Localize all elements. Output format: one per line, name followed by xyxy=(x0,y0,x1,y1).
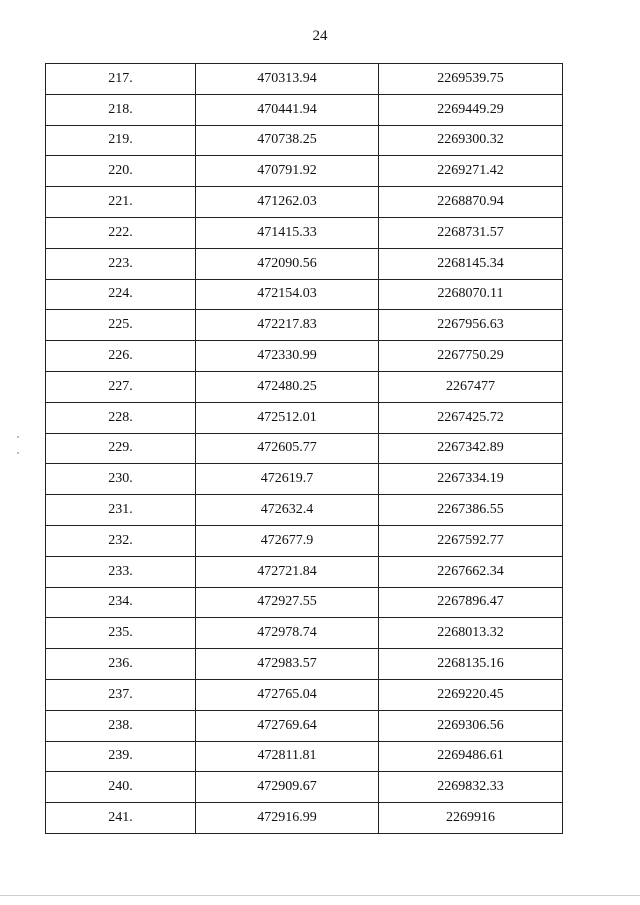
point-number-cell: 219. xyxy=(46,125,196,156)
y-coordinate-cell: 2267425.72 xyxy=(379,402,563,433)
page-number: 24 xyxy=(312,28,328,44)
y-coordinate-cell: 2269271.42 xyxy=(379,156,563,187)
point-number-cell: 237. xyxy=(46,679,196,710)
scan-edge-line xyxy=(0,895,640,896)
table-row xyxy=(46,156,563,187)
table-row xyxy=(46,556,563,587)
point-number-cell: 241. xyxy=(46,803,196,834)
scan-artifact-dot xyxy=(17,436,19,438)
y-coordinate-cell: 2267592.77 xyxy=(379,525,563,556)
table-row xyxy=(46,248,563,279)
x-coordinate-cell: 472927.55 xyxy=(196,587,379,618)
x-coordinate-cell: 472480.25 xyxy=(196,371,379,402)
y-coordinate-cell: 2267386.55 xyxy=(379,495,563,526)
x-coordinate-cell: 472619.7 xyxy=(196,464,379,495)
x-coordinate-cell: 472632.4 xyxy=(196,495,379,526)
point-number-cell: 232. xyxy=(46,525,196,556)
x-coordinate-cell: 472983.57 xyxy=(196,649,379,680)
point-number-cell: 229. xyxy=(46,433,196,464)
table-row xyxy=(46,587,563,618)
table-row xyxy=(46,371,563,402)
point-number-cell: 223. xyxy=(46,248,196,279)
table-row xyxy=(46,310,563,341)
y-coordinate-cell: 2268135.16 xyxy=(379,649,563,680)
x-coordinate-cell: 472916.99 xyxy=(196,803,379,834)
table-row xyxy=(46,187,563,218)
point-number-cell: 235. xyxy=(46,618,196,649)
y-coordinate-cell: 2267342.89 xyxy=(379,433,563,464)
scan-artifact-dot xyxy=(17,452,19,454)
y-coordinate-cell: 2268070.11 xyxy=(379,279,563,310)
table-row xyxy=(46,710,563,741)
point-number-cell: 217. xyxy=(46,64,196,95)
y-coordinate-cell: 2268013.32 xyxy=(379,618,563,649)
table-body xyxy=(46,64,563,834)
y-coordinate-cell: 2269832.33 xyxy=(379,772,563,803)
y-coordinate-cell: 2267334.19 xyxy=(379,464,563,495)
table-row xyxy=(46,94,563,125)
x-coordinate-cell: 470738.25 xyxy=(196,125,379,156)
y-coordinate-cell: 2269486.61 xyxy=(379,741,563,772)
x-coordinate-cell: 472769.64 xyxy=(196,710,379,741)
x-coordinate-cell: 470313.94 xyxy=(196,64,379,95)
table-row xyxy=(46,772,563,803)
point-number-cell: 234. xyxy=(46,587,196,618)
x-coordinate-cell: 472765.04 xyxy=(196,679,379,710)
table-row xyxy=(46,464,563,495)
table-row xyxy=(46,525,563,556)
y-coordinate-cell: 2268145.34 xyxy=(379,248,563,279)
table-row xyxy=(46,679,563,710)
y-coordinate-cell: 2267662.34 xyxy=(379,556,563,587)
table-row xyxy=(46,433,563,464)
y-coordinate-cell: 2269220.45 xyxy=(379,679,563,710)
y-coordinate-cell: 2268731.57 xyxy=(379,217,563,248)
point-number-cell: 221. xyxy=(46,187,196,218)
point-number-cell: 227. xyxy=(46,371,196,402)
table-row xyxy=(46,125,563,156)
y-coordinate-cell: 2267896.47 xyxy=(379,587,563,618)
x-coordinate-cell: 472154.03 xyxy=(196,279,379,310)
point-number-cell: 231. xyxy=(46,495,196,526)
point-number-cell: 236. xyxy=(46,649,196,680)
point-number-cell: 238. xyxy=(46,710,196,741)
point-number-cell: 230. xyxy=(46,464,196,495)
point-number-cell: 239. xyxy=(46,741,196,772)
point-number-cell: 226. xyxy=(46,341,196,372)
point-number-cell: 225. xyxy=(46,310,196,341)
point-number-cell: 222. xyxy=(46,217,196,248)
table-row xyxy=(46,341,563,372)
y-coordinate-cell: 2269300.32 xyxy=(379,125,563,156)
table-row xyxy=(46,618,563,649)
coordinates-table xyxy=(45,63,563,834)
x-coordinate-cell: 472330.99 xyxy=(196,341,379,372)
x-coordinate-cell: 471415.33 xyxy=(196,217,379,248)
y-coordinate-cell: 2268870.94 xyxy=(379,187,563,218)
table-row xyxy=(46,402,563,433)
x-coordinate-cell: 472217.83 xyxy=(196,310,379,341)
table-row xyxy=(46,803,563,834)
table-row xyxy=(46,649,563,680)
y-coordinate-cell: 2269306.56 xyxy=(379,710,563,741)
point-number-cell: 233. xyxy=(46,556,196,587)
y-coordinate-cell: 2267750.29 xyxy=(379,341,563,372)
x-coordinate-cell: 471262.03 xyxy=(196,187,379,218)
x-coordinate-cell: 472721.84 xyxy=(196,556,379,587)
point-number-cell: 218. xyxy=(46,94,196,125)
x-coordinate-cell: 472978.74 xyxy=(196,618,379,649)
y-coordinate-cell: 2269449.29 xyxy=(379,94,563,125)
y-coordinate-cell: 2267477 xyxy=(379,371,563,402)
y-coordinate-cell: 2267956.63 xyxy=(379,310,563,341)
point-number-cell: 240. xyxy=(46,772,196,803)
point-number-cell: 228. xyxy=(46,402,196,433)
x-coordinate-cell: 470441.94 xyxy=(196,94,379,125)
x-coordinate-cell: 472811.81 xyxy=(196,741,379,772)
x-coordinate-cell: 470791.92 xyxy=(196,156,379,187)
x-coordinate-cell: 472090.56 xyxy=(196,248,379,279)
table-row xyxy=(46,741,563,772)
x-coordinate-cell: 472677.9 xyxy=(196,525,379,556)
table-row xyxy=(46,279,563,310)
y-coordinate-cell: 2269539.75 xyxy=(379,64,563,95)
point-number-cell: 220. xyxy=(46,156,196,187)
table-row xyxy=(46,217,563,248)
x-coordinate-cell: 472909.67 xyxy=(196,772,379,803)
table-row xyxy=(46,64,563,95)
point-number-cell: 224. xyxy=(46,279,196,310)
y-coordinate-cell: 2269916 xyxy=(379,803,563,834)
x-coordinate-cell: 472605.77 xyxy=(196,433,379,464)
x-coordinate-cell: 472512.01 xyxy=(196,402,379,433)
table-row xyxy=(46,495,563,526)
